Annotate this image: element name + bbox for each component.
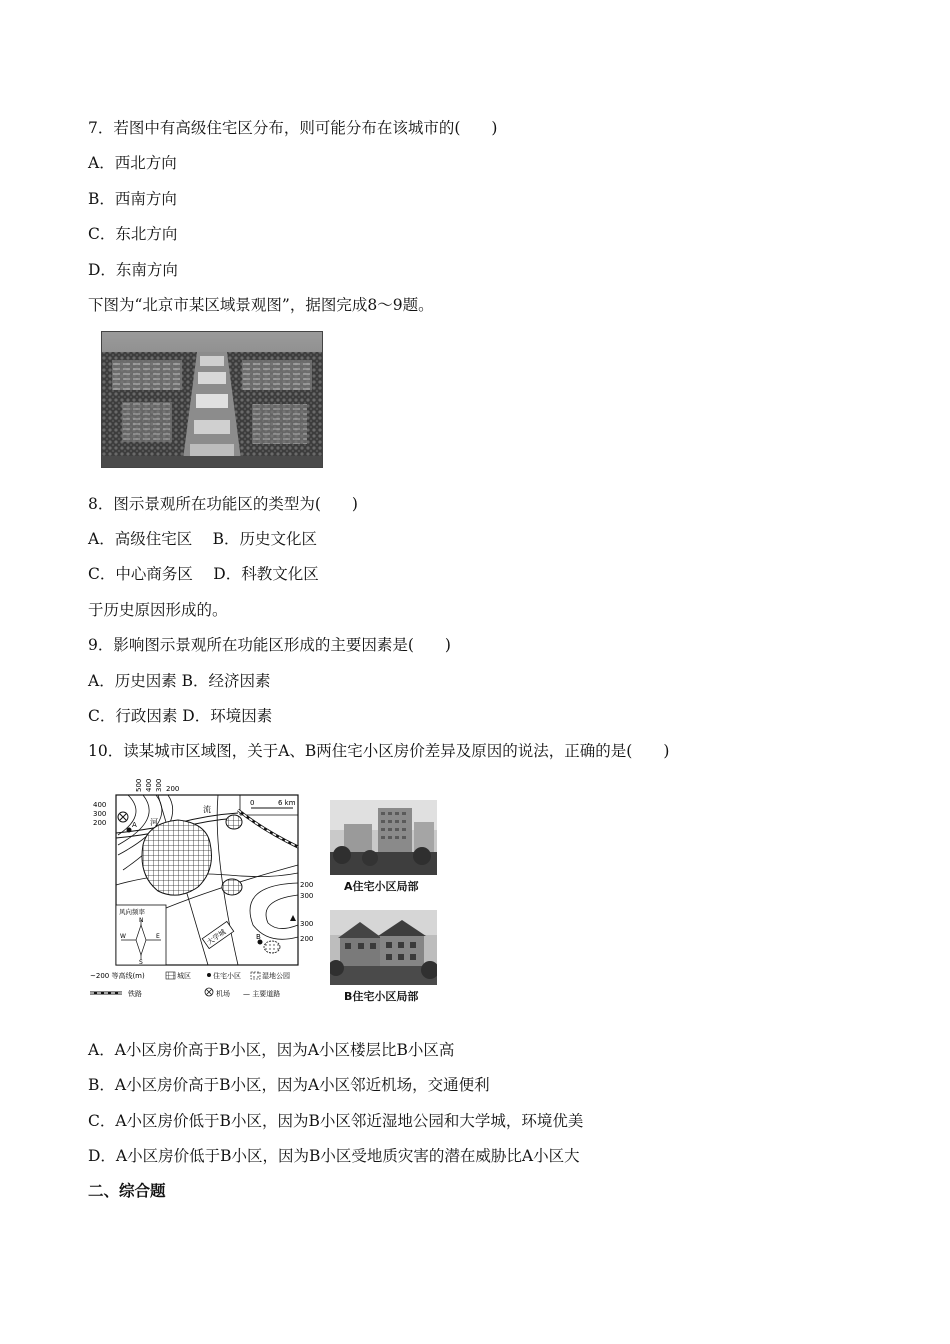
compass-s: S [139, 959, 143, 966]
contour-label-right-4: 200 [300, 935, 314, 943]
legend-road: — 主要道路 [243, 990, 281, 998]
river-label-a: 河 [150, 818, 158, 827]
contour-label-right-2: 300 [300, 892, 314, 900]
residence-a-caption: A住宅小区局部 [344, 880, 419, 893]
compass-w: W [120, 933, 126, 940]
q9-stem: 9．影响图示景观所在功能区形成的主要因素是( ) [88, 636, 451, 654]
city-area-map [88, 775, 323, 1005]
residence-b-caption: B住宅小区局部 [344, 990, 419, 1003]
legend-airport: 机场 [216, 990, 230, 998]
q8-stem: 8．图示景观所在功能区的类型为( ) [88, 495, 358, 513]
q7-option-d: D．东南方向 [88, 261, 178, 279]
q9-options-row1: A．历史因素 B．经济因素 [88, 672, 271, 690]
airport-icon [118, 812, 128, 822]
q10-stem: 10．读某城市区域图，关于A、B两住宅小区房价差异及原因的说法，正确的是( ) [88, 742, 670, 760]
contour-label-left-400: 400 [93, 801, 107, 809]
q7-stem: 7．若图中有高级住宅区分布，则可能分布在该城市的( ) [88, 119, 498, 137]
university-label: 大学城 [205, 927, 228, 947]
q9-options-row2: C．行政因素 D．环境因素 [88, 707, 273, 725]
scale-km: 6 km [278, 799, 296, 807]
residence-a-photo [330, 800, 437, 875]
q10-option-b: B．A小区房价高于B小区，因为A小区邻近机场，交通便利 [88, 1076, 490, 1094]
river-label-b: 流 [203, 805, 211, 814]
q8-options-row2: C．中心商务区 D．科教文化区 [88, 565, 319, 583]
legend-contour: ~200 等高线(m) [90, 972, 145, 980]
compass-n: N [139, 917, 144, 924]
wind-frequency-title: 风向频率 [119, 908, 145, 916]
map-label-b: B [256, 933, 261, 941]
q10-option-d: D．A小区房价低于B小区，因为B小区受地质灾害的潜在威胁比A小区大 [88, 1147, 580, 1165]
legend-residence: 住宅小区 [213, 972, 241, 980]
legend-wetland: 湿地公园 [262, 972, 290, 980]
contour-label-right-3: 300 [300, 920, 314, 928]
intro-8-9: 下图为“北京市某区域景观图”，据图完成8～9题。 [88, 296, 434, 314]
q10-option-c: C．A小区房价低于B小区，因为B小区邻近湿地公园和大学城，环境优美 [88, 1112, 584, 1130]
note-text: 于历史原因形成的。 [88, 601, 228, 619]
residence-b-photo [330, 910, 437, 985]
contour-label-top-200: 200 [166, 785, 180, 793]
legend-city: 城区 [177, 972, 191, 980]
q7-option-c: C．东北方向 [88, 225, 178, 243]
q7-option-b: B．西南方向 [88, 190, 177, 208]
contour-label-top-500: 500 [135, 778, 143, 792]
scale-zero: 0 [250, 799, 255, 807]
map-label-a: A [132, 821, 137, 829]
beijing-landscape-photo [101, 331, 323, 468]
contour-label-right-1: 200 [300, 881, 314, 889]
section-2-heading: 二、综合题 [88, 1182, 166, 1200]
contour-label-top-300: 300 [155, 778, 163, 792]
q7-option-a: A．西北方向 [88, 154, 177, 172]
q10-option-a: A．A小区房价高于B小区，因为A小区楼层比B小区高 [88, 1041, 455, 1059]
contour-label-left-200: 200 [93, 819, 107, 827]
q8-options-row1: A．高级住宅区 B．历史文化区 [88, 530, 318, 548]
contour-label-left-300: 300 [93, 810, 107, 818]
contour-label-top-400: 400 [145, 778, 153, 792]
legend-railway: 铁路 [128, 990, 142, 998]
compass-e: E [156, 933, 160, 940]
